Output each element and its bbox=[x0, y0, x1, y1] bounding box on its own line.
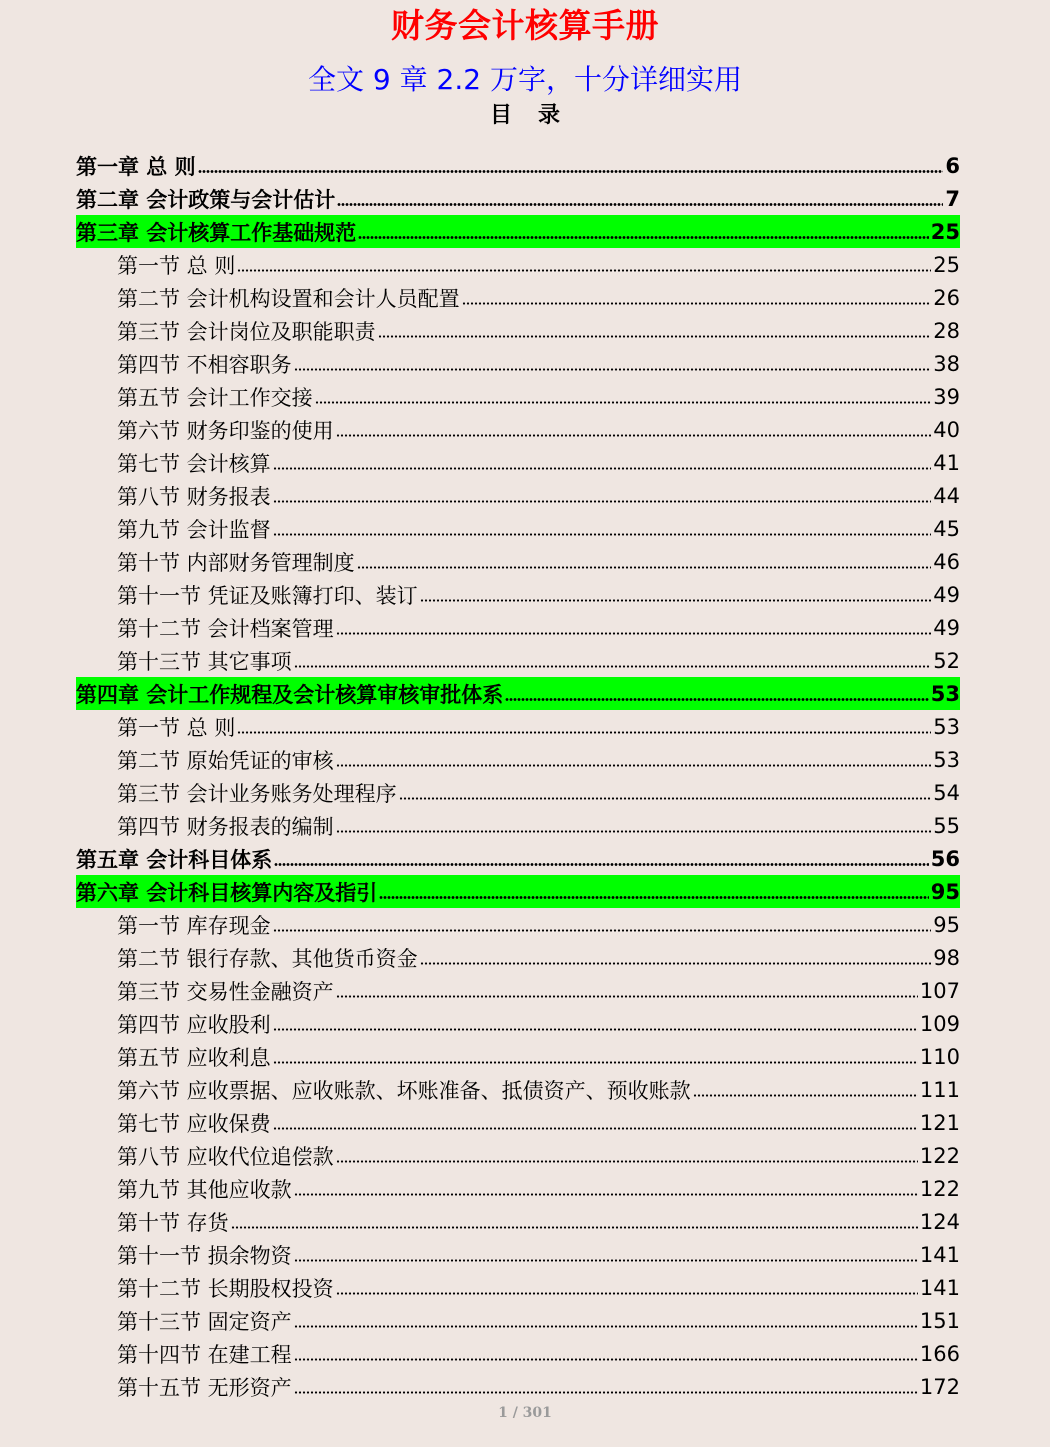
toc-entry-label: 第一节 总 则 bbox=[117, 253, 236, 278]
toc-chapter-entry[interactable] bbox=[76, 875, 960, 908]
toc-section-entry[interactable] bbox=[76, 545, 960, 578]
toc-entry-label: 第三节 交易性金融资产 bbox=[117, 979, 334, 1004]
toc-entry-label: 第十节 内部财务管理制度 bbox=[117, 550, 355, 575]
toc-entry-page-number: 122 bbox=[919, 1143, 960, 1168]
toc-section-entry[interactable] bbox=[76, 1007, 960, 1040]
toc-entry-label: 第六节 应收票据、应收账款、坏账准备、抵债资产、预收账款 bbox=[117, 1078, 691, 1103]
toc-section-entry[interactable] bbox=[76, 347, 960, 380]
toc-entry-page-number: 54 bbox=[933, 780, 960, 805]
toc-section-entry[interactable] bbox=[76, 281, 960, 314]
toc-entry-label: 第三章 会计核算工作基础规范 bbox=[76, 220, 357, 245]
dot-leader bbox=[358, 215, 928, 248]
dot-leader bbox=[462, 281, 932, 314]
dot-leader bbox=[379, 875, 928, 908]
toc-section-entry[interactable] bbox=[76, 1106, 960, 1139]
toc-entry-label: 第九节 会计监督 bbox=[117, 517, 271, 542]
dot-leader bbox=[357, 545, 932, 578]
dot-leader bbox=[294, 347, 932, 380]
toc-section-entry[interactable] bbox=[76, 1139, 960, 1172]
dot-leader bbox=[420, 941, 932, 974]
toc-entry-label: 第十三节 其它事项 bbox=[117, 649, 292, 674]
toc-entry-page-number: 25 bbox=[930, 219, 960, 244]
toc-entry-label: 第十四节 在建工程 bbox=[117, 1342, 292, 1367]
toc-section-entry[interactable] bbox=[76, 1073, 960, 1106]
dot-leader bbox=[399, 776, 932, 809]
toc-section-entry[interactable] bbox=[76, 1172, 960, 1205]
toc-entry-label: 第四节 财务报表的编制 bbox=[117, 814, 334, 839]
toc-entry-label: 第三节 会计岗位及职能职责 bbox=[117, 319, 376, 344]
toc-entry-page-number: 52 bbox=[933, 648, 960, 673]
toc-entry-page-number: 141 bbox=[919, 1275, 960, 1300]
toc-entry-page-number: 45 bbox=[933, 516, 960, 541]
toc-section-entry[interactable] bbox=[76, 446, 960, 479]
toc-entry-page-number: 95 bbox=[933, 912, 960, 937]
toc-entry-label: 第五节 会计工作交接 bbox=[117, 385, 313, 410]
dot-leader bbox=[378, 314, 932, 347]
dot-leader bbox=[336, 1139, 918, 1172]
dot-leader bbox=[336, 974, 918, 1007]
toc-entry-page-number: 121 bbox=[919, 1110, 960, 1135]
toc-chapter-entry[interactable] bbox=[76, 842, 960, 875]
toc-entry-label: 第十一节 凭证及账簿打印、装订 bbox=[117, 583, 418, 608]
toc-entry-page-number: 110 bbox=[919, 1044, 960, 1069]
toc-section-entry[interactable] bbox=[76, 380, 960, 413]
toc-entry-label: 第十三节 固定资产 bbox=[117, 1309, 292, 1334]
toc-section-entry[interactable] bbox=[76, 644, 960, 677]
toc-entry-page-number: 26 bbox=[933, 285, 960, 310]
dot-leader bbox=[294, 1172, 918, 1205]
dot-leader bbox=[336, 611, 932, 644]
toc-entry-label: 第三节 会计业务账务处理程序 bbox=[117, 781, 397, 806]
toc-entry-label: 第十一节 损余物资 bbox=[117, 1243, 292, 1268]
toc-entry-page-number: 53 bbox=[933, 714, 960, 739]
toc-entry-page-number: 124 bbox=[919, 1209, 960, 1234]
toc-entry-page-number: 44 bbox=[933, 483, 960, 508]
toc-entry-page-number: 56 bbox=[930, 846, 960, 871]
toc-section-entry[interactable] bbox=[76, 1205, 960, 1238]
dot-leader bbox=[273, 1106, 918, 1139]
toc-entry-label: 第五节 应收利息 bbox=[117, 1045, 271, 1070]
toc-entry-page-number: 53 bbox=[933, 747, 960, 772]
dot-leader bbox=[294, 1370, 918, 1403]
dot-leader bbox=[315, 380, 932, 413]
toc-entry-label: 第二节 原始凭证的审核 bbox=[117, 748, 334, 773]
toc-entry-page-number: 141 bbox=[919, 1242, 960, 1267]
toc-entry-label: 第九节 其他应收款 bbox=[117, 1177, 292, 1202]
toc-section-entry[interactable] bbox=[76, 1238, 960, 1271]
toc-entry-page-number: 40 bbox=[933, 417, 960, 442]
toc-section-entry[interactable] bbox=[76, 611, 960, 644]
dot-leader bbox=[337, 182, 943, 215]
toc-entry-label: 第七节 应收保费 bbox=[117, 1111, 271, 1136]
toc-entry-label: 第八节 财务报表 bbox=[117, 484, 271, 509]
dot-leader bbox=[420, 578, 932, 611]
toc-entry-label: 第四节 不相容职务 bbox=[117, 352, 292, 377]
toc-entry-label: 第五章 会计科目体系 bbox=[76, 847, 273, 872]
toc-section-entry[interactable] bbox=[76, 413, 960, 446]
toc-section-entry[interactable] bbox=[76, 248, 960, 281]
dot-leader bbox=[237, 248, 931, 281]
toc-section-entry[interactable] bbox=[76, 908, 960, 941]
dot-leader bbox=[273, 512, 932, 545]
dot-leader bbox=[294, 1238, 918, 1271]
toc-section-entry[interactable] bbox=[76, 1337, 960, 1370]
page-indicator: 1 / 301 bbox=[498, 1405, 552, 1421]
dot-leader bbox=[273, 908, 932, 941]
toc-chapter-entry[interactable] bbox=[76, 149, 960, 182]
toc-section-entry[interactable] bbox=[76, 1304, 960, 1337]
toc-section-entry[interactable] bbox=[76, 578, 960, 611]
toc-entry-page-number: 49 bbox=[933, 615, 960, 640]
toc-entry-label: 第二节 会计机构设置和会计人员配置 bbox=[117, 286, 460, 311]
dot-leader bbox=[693, 1073, 918, 1106]
toc-entry-page-number: 7 bbox=[945, 186, 960, 211]
toc-section-entry[interactable] bbox=[76, 479, 960, 512]
dot-leader bbox=[505, 677, 928, 710]
toc-entry-page-number: 53 bbox=[930, 681, 960, 706]
dot-leader bbox=[273, 479, 932, 512]
toc-section-entry[interactable] bbox=[76, 1040, 960, 1073]
toc-section-entry[interactable] bbox=[76, 776, 960, 809]
toc-section-entry[interactable] bbox=[76, 809, 960, 842]
toc-entry-label: 第十二节 会计档案管理 bbox=[117, 616, 334, 641]
toc-entry-label: 第一节 总 则 bbox=[117, 715, 236, 740]
dot-leader bbox=[336, 1271, 918, 1304]
toc-entry-page-number: 25 bbox=[933, 252, 960, 277]
toc-entry-page-number: 55 bbox=[933, 813, 960, 838]
toc-section-entry[interactable] bbox=[76, 1370, 960, 1403]
toc-section-entry[interactable] bbox=[76, 743, 960, 776]
dot-leader bbox=[231, 1205, 918, 1238]
toc-entry-label: 第六章 会计科目核算内容及指引 bbox=[76, 880, 378, 905]
toc-entry-page-number: 98 bbox=[933, 945, 960, 970]
toc-entry-label: 第一章 总 则 bbox=[76, 154, 196, 179]
document-subtitle: 全文 9 章 2.2 万字，十分详细实用 bbox=[308, 63, 742, 96]
toc-entry-label: 第六节 财务印鉴的使用 bbox=[117, 418, 334, 443]
toc-entry-page-number: 111 bbox=[919, 1077, 960, 1102]
toc-entry-page-number: 28 bbox=[933, 318, 960, 343]
toc-entry-page-number: 41 bbox=[933, 450, 960, 475]
dot-leader bbox=[273, 446, 932, 479]
toc-entry-label: 第二章 会计政策与会计估计 bbox=[76, 187, 336, 212]
toc-chapter-entry[interactable] bbox=[76, 182, 960, 215]
toc-entry-label: 第七节 会计核算 bbox=[117, 451, 271, 476]
toc-entry-page-number: 95 bbox=[930, 879, 960, 904]
toc-section-entry[interactable] bbox=[76, 1271, 960, 1304]
toc-entry-page-number: 49 bbox=[933, 582, 960, 607]
toc-entry-page-number: 109 bbox=[919, 1011, 960, 1036]
dot-leader bbox=[294, 1337, 918, 1370]
toc-entry-page-number: 46 bbox=[933, 549, 960, 574]
toc-entry-page-number: 6 bbox=[945, 153, 960, 178]
toc-entry-label: 第二节 银行存款、其他货币资金 bbox=[117, 946, 418, 971]
dot-leader bbox=[273, 1007, 918, 1040]
toc-section-entry[interactable] bbox=[76, 512, 960, 545]
dot-leader bbox=[336, 743, 932, 776]
toc-entry-page-number: 107 bbox=[919, 978, 960, 1003]
toc-section-entry[interactable] bbox=[76, 974, 960, 1007]
toc-heading: 目录 bbox=[489, 103, 586, 128]
table-of-contents bbox=[76, 149, 960, 1403]
dot-leader bbox=[336, 413, 932, 446]
dot-leader bbox=[294, 644, 932, 677]
toc-entry-page-number: 122 bbox=[919, 1176, 960, 1201]
toc-section-entry[interactable] bbox=[76, 710, 960, 743]
toc-entry-label: 第四章 会计工作规程及会计核算审核审批体系 bbox=[76, 682, 504, 707]
toc-entry-label: 第十二节 长期股权投资 bbox=[117, 1276, 334, 1301]
toc-chapter-entry[interactable] bbox=[76, 677, 960, 710]
toc-entry-label: 第十节 存货 bbox=[117, 1210, 229, 1235]
document-title: 财务会计核算手册 bbox=[391, 6, 659, 45]
toc-entry-page-number: 172 bbox=[919, 1374, 960, 1399]
toc-entry-page-number: 38 bbox=[933, 351, 960, 376]
dot-leader bbox=[294, 1304, 918, 1337]
toc-section-entry[interactable] bbox=[76, 314, 960, 347]
toc-entry-label: 第十五节 无形资产 bbox=[117, 1375, 292, 1400]
toc-entry-page-number: 151 bbox=[919, 1308, 960, 1333]
toc-chapter-entry[interactable] bbox=[76, 215, 960, 248]
toc-entry-page-number: 39 bbox=[933, 384, 960, 409]
dot-leader bbox=[273, 1040, 918, 1073]
toc-entry-label: 第四节 应收股利 bbox=[117, 1012, 271, 1037]
dot-leader bbox=[336, 809, 932, 842]
dot-leader bbox=[274, 842, 928, 875]
toc-entry-label: 第八节 应收代位追偿款 bbox=[117, 1144, 334, 1169]
dot-leader bbox=[198, 149, 944, 182]
toc-entry-page-number: 166 bbox=[919, 1341, 960, 1366]
toc-section-entry[interactable] bbox=[76, 941, 960, 974]
toc-entry-label: 第一节 库存现金 bbox=[117, 913, 271, 938]
dot-leader bbox=[237, 710, 931, 743]
